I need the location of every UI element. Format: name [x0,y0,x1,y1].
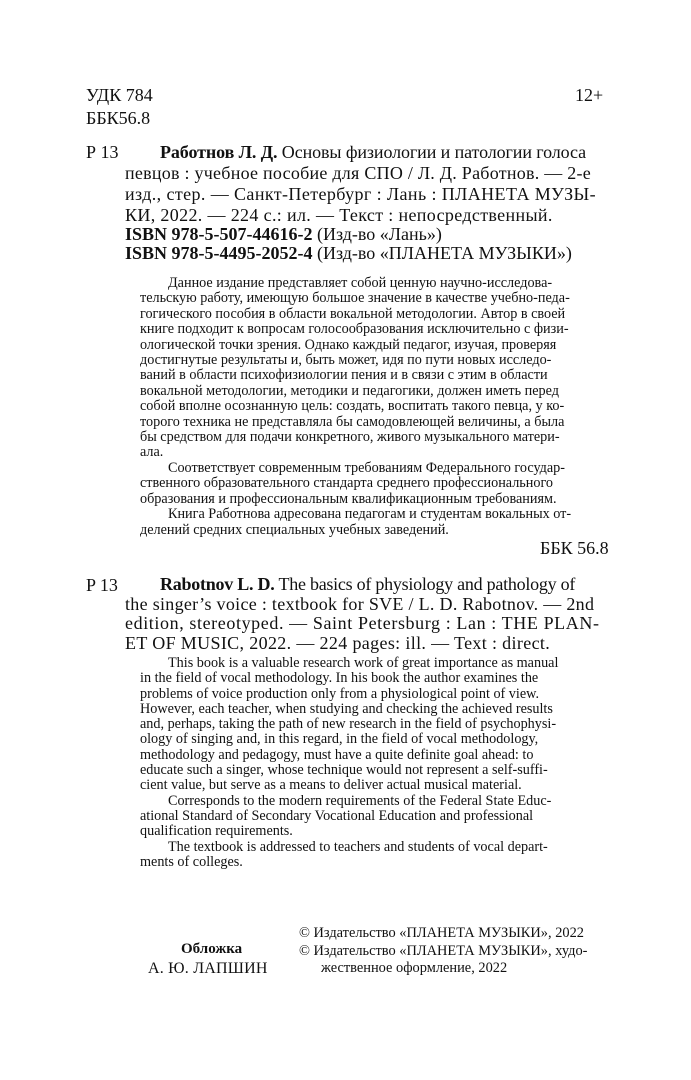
copyright-block [299,925,587,978]
en-title: The basics of physiology and pathology of [274,574,576,594]
en-record-line: edition, stereotyped. — Saint Petersburg : Lan : THE PLAN- [125,613,600,633]
abstract-line: ологической точки зрения. Однако каждый педагог, изучая, проверяя [140,336,557,353]
ru-author: Работнов Л. Д. [160,142,278,162]
bbk-code: ББК56.8 [86,108,151,128]
ru-shelf-code: Р 13 [86,142,119,162]
abstract-line: Данное издание представляет собой ценную научно-исследова- [168,275,553,291]
abstract-line: собой вполне осознанную цель: создать, воспитать такого певца, у ко- [140,398,565,415]
abstract-line: ственного образовательного стандарта среднего профессионального [140,475,554,492]
abstract-line: ational Standard of Secondary Vocational Education and professional [140,807,534,824]
isbn-number: ISBN 978-5-507-44616-2 [125,224,313,244]
abstract-line: in the field of vocal methodology. In his book the author examines the [140,670,539,687]
abstract-line: ала. [140,444,164,461]
abstract-line: ваний в области психофизиологии пения и в связи с этим в области [140,367,548,384]
isbn-publisher: (Изд-во «ПЛАНЕТА МУЗЫКИ») [312,243,572,263]
cover-artist: А. Ю. ЛАПШИН [148,960,268,977]
abstract-line: methodology and pedagogy, must have a quite definite goal ahead: to [140,746,534,763]
en-author: Rabotnov L. D. [160,574,275,594]
abstract-line: problems of voice production only from a physiological point of view. [140,685,540,702]
isbn-line [125,224,442,245]
ru-record-line: изд., стер. — Санкт-Петербург : Лань : ПЛАНЕТА МУЗЫ- [125,184,596,204]
abstract-line: cient value, but serve as a means to deliver actual musical material. [140,777,522,794]
abstract-line: книге подходит к вопросам голосообразования исключительно с физи- [140,321,569,338]
en-shelf-code: P 13 [86,575,118,595]
abstract-line: вокальной методологии, методики и педагогики, должен иметь перед [140,382,559,399]
ru-bibliographic-record [125,142,610,226]
copyright-line: © Издательство «ПЛАНЕТА МУЗЫКИ», 2022 [299,925,584,941]
en-record-line: ET OF MUSIC, 2022. — 224 pages: ill. — Text : direct. [125,632,551,653]
abstract-line: тельскую работу, имеющую большое значение в качестве учебно-педа- [140,290,570,307]
abstract-line: торого техника не представляла бы самодовлеющей величины, а была [140,413,565,430]
abstract-line: достигнутые результаты и, быть может, идя по пути новых исследо- [140,352,552,369]
bbk-right: ББК 56.8 [540,538,609,558]
ru-record-line [160,142,610,163]
copyright-line: © Издательство «ПЛАНЕТА МУЗЫКИ», худо- [299,942,588,959]
abstract-line: The textbook is addressed to teachers and students of vocal depart- [168,838,548,855]
abstract-line: Corresponds to the modern requirements of the Federal State Educ- [168,792,552,809]
en-record-line: the singer’s voice : textbook for SVE / L. D. Rabotnov. — 2nd [125,593,595,614]
abstract-line: educate such a singer, whose technique would not represent a self-suffi- [140,762,548,779]
en-bibliographic-record [125,574,615,653]
ru-abstract [140,276,620,538]
isbn-number: ISBN 978-5-4495-2052-4 [125,243,313,263]
abstract-line: ology of singing and, in this regard, in the field of vocal methodology, [140,731,539,748]
udk-code: УДК 784 [86,85,153,105]
ru-record-line: КИ, 2022. — 224 с.: ил. — Текст : непосредственный. [125,205,553,225]
abstract-line: Соответствует современным требованиям Федерального государ- [168,459,565,476]
en-record-line [160,575,615,595]
abstract-line: образования и профессиональным квалификационным требованиям. [140,490,557,507]
abstract-line: However, each teacher, when studying and checking the achieved results [140,700,553,717]
abstract-line: and, perhaps, taking the path of new research in the field of psychophysi- [140,716,557,733]
copyright-line: жественное оформление, 2022 [321,960,508,976]
isbn-line [125,243,572,264]
abstract-line: бы средством для подачи конкретного, живого музыкального матери- [140,429,560,446]
abstract-line: This book is a valuable research work of great importance as manual [168,655,559,671]
abstract-line: ments of colleges. [140,853,243,870]
cover-label: Обложка [181,941,243,957]
abstract-line: qualification requirements. [140,823,293,840]
abstract-line: гогического пособия в области вокальной методологии. Автор в своей [140,305,566,322]
abstract-line: Книга Работнова адресована педагогам и студентам вокальных от- [168,506,572,523]
abstract-line: делений средних специальных учебных заведений. [140,521,449,538]
en-abstract [140,656,620,870]
ru-record-line: певцов : учебное пособие для СПО / Л. Д. Работнов. — 2-е [125,163,591,183]
ru-title: Основы физиологии и патологии голоса [277,142,586,162]
age-rating: 12+ [575,85,604,105]
isbn-publisher: (Изд-во «Лань») [312,224,442,244]
